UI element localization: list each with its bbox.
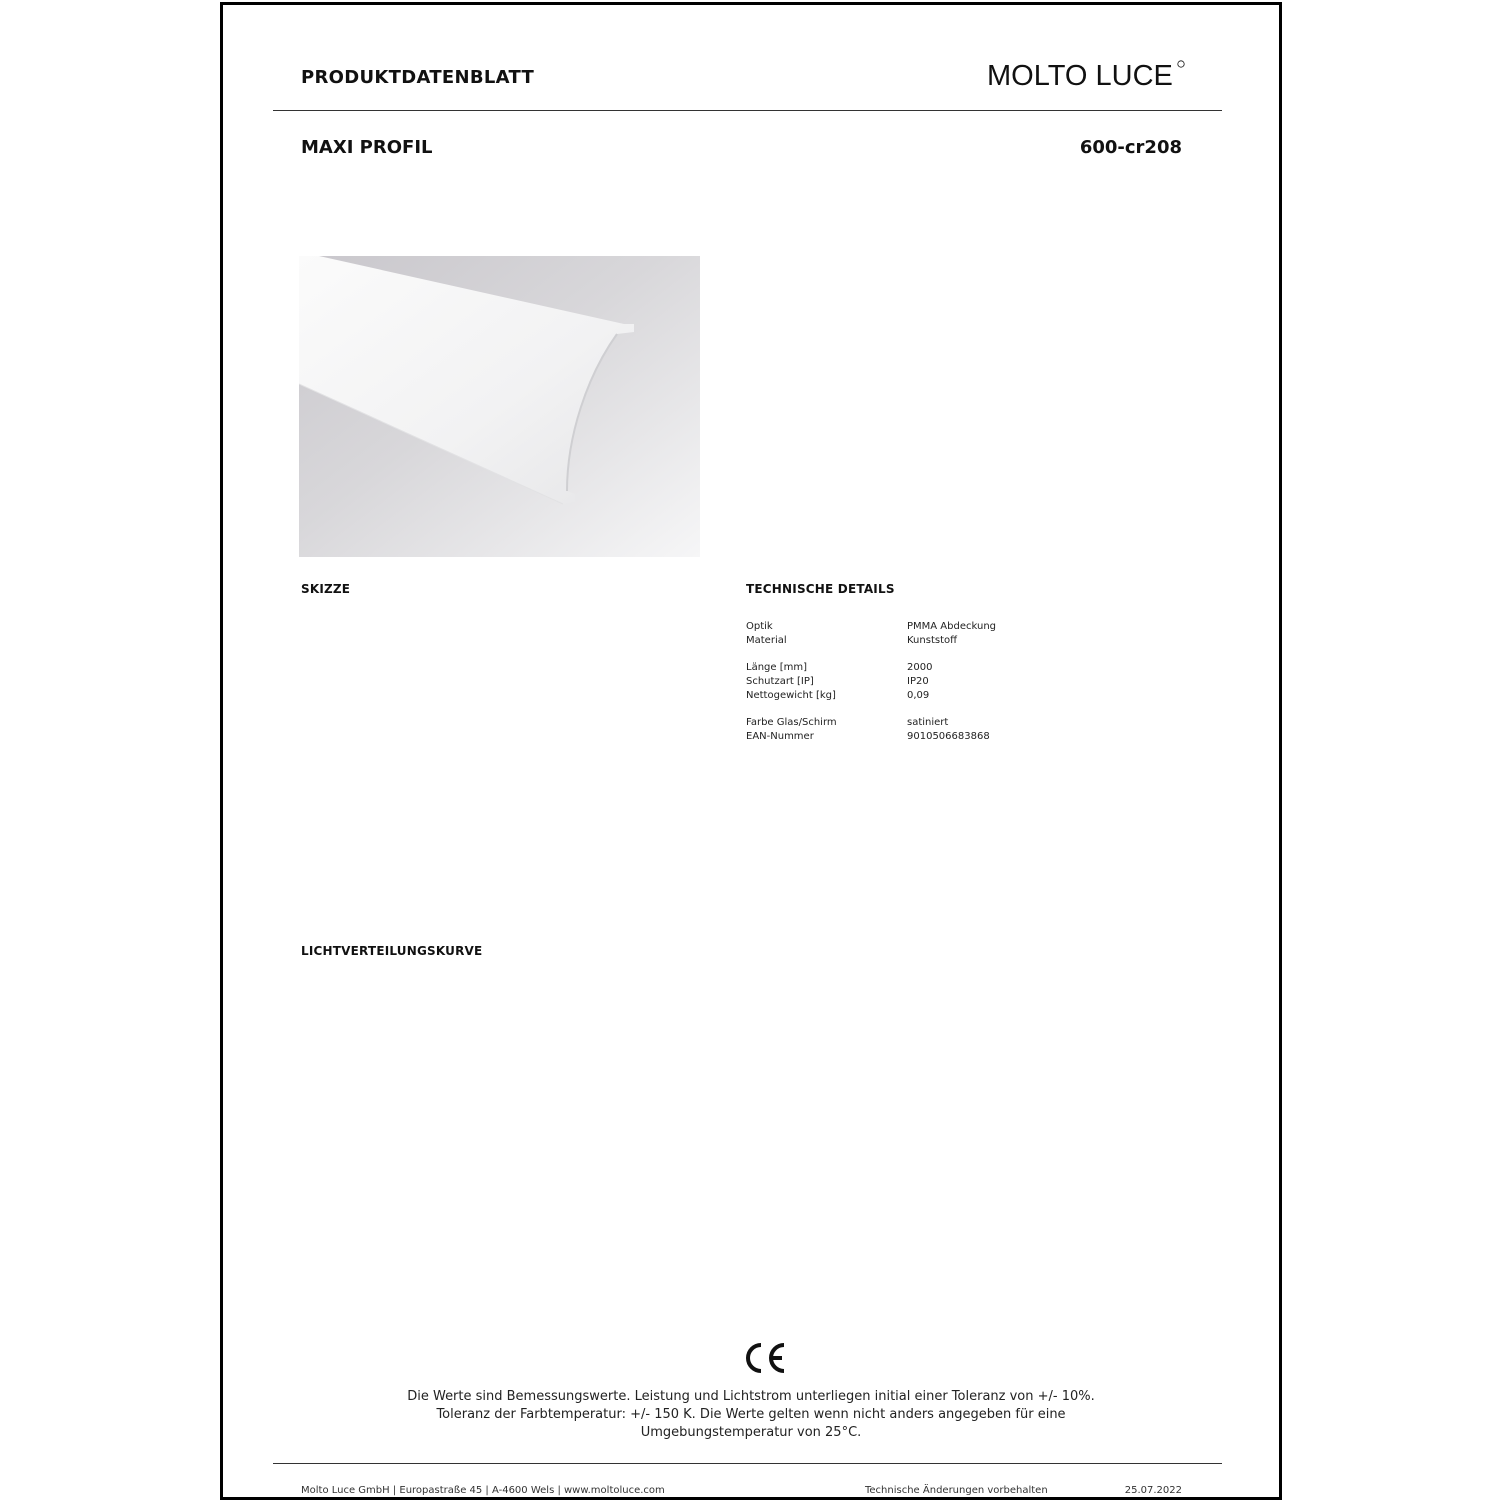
spec-row [746,689,1146,703]
spec-label: Material [746,635,787,646]
spec-label: Schutzart [IP] [746,676,814,687]
footer-date: 25.07.2022 [1124,1485,1182,1496]
spec-value: satiniert [907,717,949,728]
tolerance-note [301,1388,1201,1442]
product-name: MAXI PROFIL [301,137,433,158]
spec-label: Farbe Glas/Schirm [746,717,837,728]
section-technical-label: TECHNISCHE DETAILS [746,582,895,596]
technical-details-table [746,620,1146,757]
spec-group-finish [746,716,1146,744]
footer-divider [273,1463,1222,1464]
spec-row [746,634,1146,648]
spec-value: IP20 [907,676,929,687]
datasheet-page [220,2,1282,1500]
spec-value: 9010506683868 [907,731,990,742]
tolerance-note-line: Umgebungstemperatur von 25°C. [640,1425,862,1440]
spec-row [746,620,1146,634]
product-photo [299,256,700,557]
tolerance-note-line: Die Werte sind Bemessungswerte. Leistung und Lichtstrom unterliegen initial einer Toleranz von +/- 10%. [407,1389,1095,1404]
spec-value: Kunststoff [907,635,958,646]
tolerance-note-line: Toleranz der Farbtemperatur: +/- 150 K. Die Werte gelten wenn nicht anders angegeben für eine [436,1407,1066,1422]
ce-mark-icon [744,1341,788,1375]
article-number: 600-cr208 [1079,137,1182,158]
section-sketch-label: SKIZZE [301,582,351,596]
spec-label: EAN-Nummer [746,731,814,742]
spec-row [746,675,1146,689]
spec-group-optics [746,620,1146,648]
spec-row [746,716,1146,730]
spec-row [746,661,1146,675]
brand-logo-text: MOLTO LUCE [987,60,1173,92]
brand-logo [987,55,1187,95]
spec-label: Optik [746,621,773,632]
spec-value: PMMA Abdeckung [907,621,996,632]
spec-label: Nettogewicht [kg] [746,690,836,701]
registered-mark-icon [1178,61,1184,67]
spec-label: Länge [mm] [746,662,808,673]
header-divider [273,110,1222,111]
document-title: PRODUKTDATENBLATT [301,67,535,88]
spec-value: 0,09 [907,690,930,701]
spec-group-dimensions [746,661,1146,703]
section-light-curve-label: LICHTVERTEILUNGSKURVE [301,944,483,958]
spec-value: 2000 [907,662,933,673]
footer-disclaimer: Technische Änderungen vorbehalten [865,1485,1048,1496]
spec-row [746,730,1146,744]
footer-company: Molto Luce GmbH | Europastraße 45 | A-4600 Wels | www.moltoluce.com [301,1485,665,1496]
